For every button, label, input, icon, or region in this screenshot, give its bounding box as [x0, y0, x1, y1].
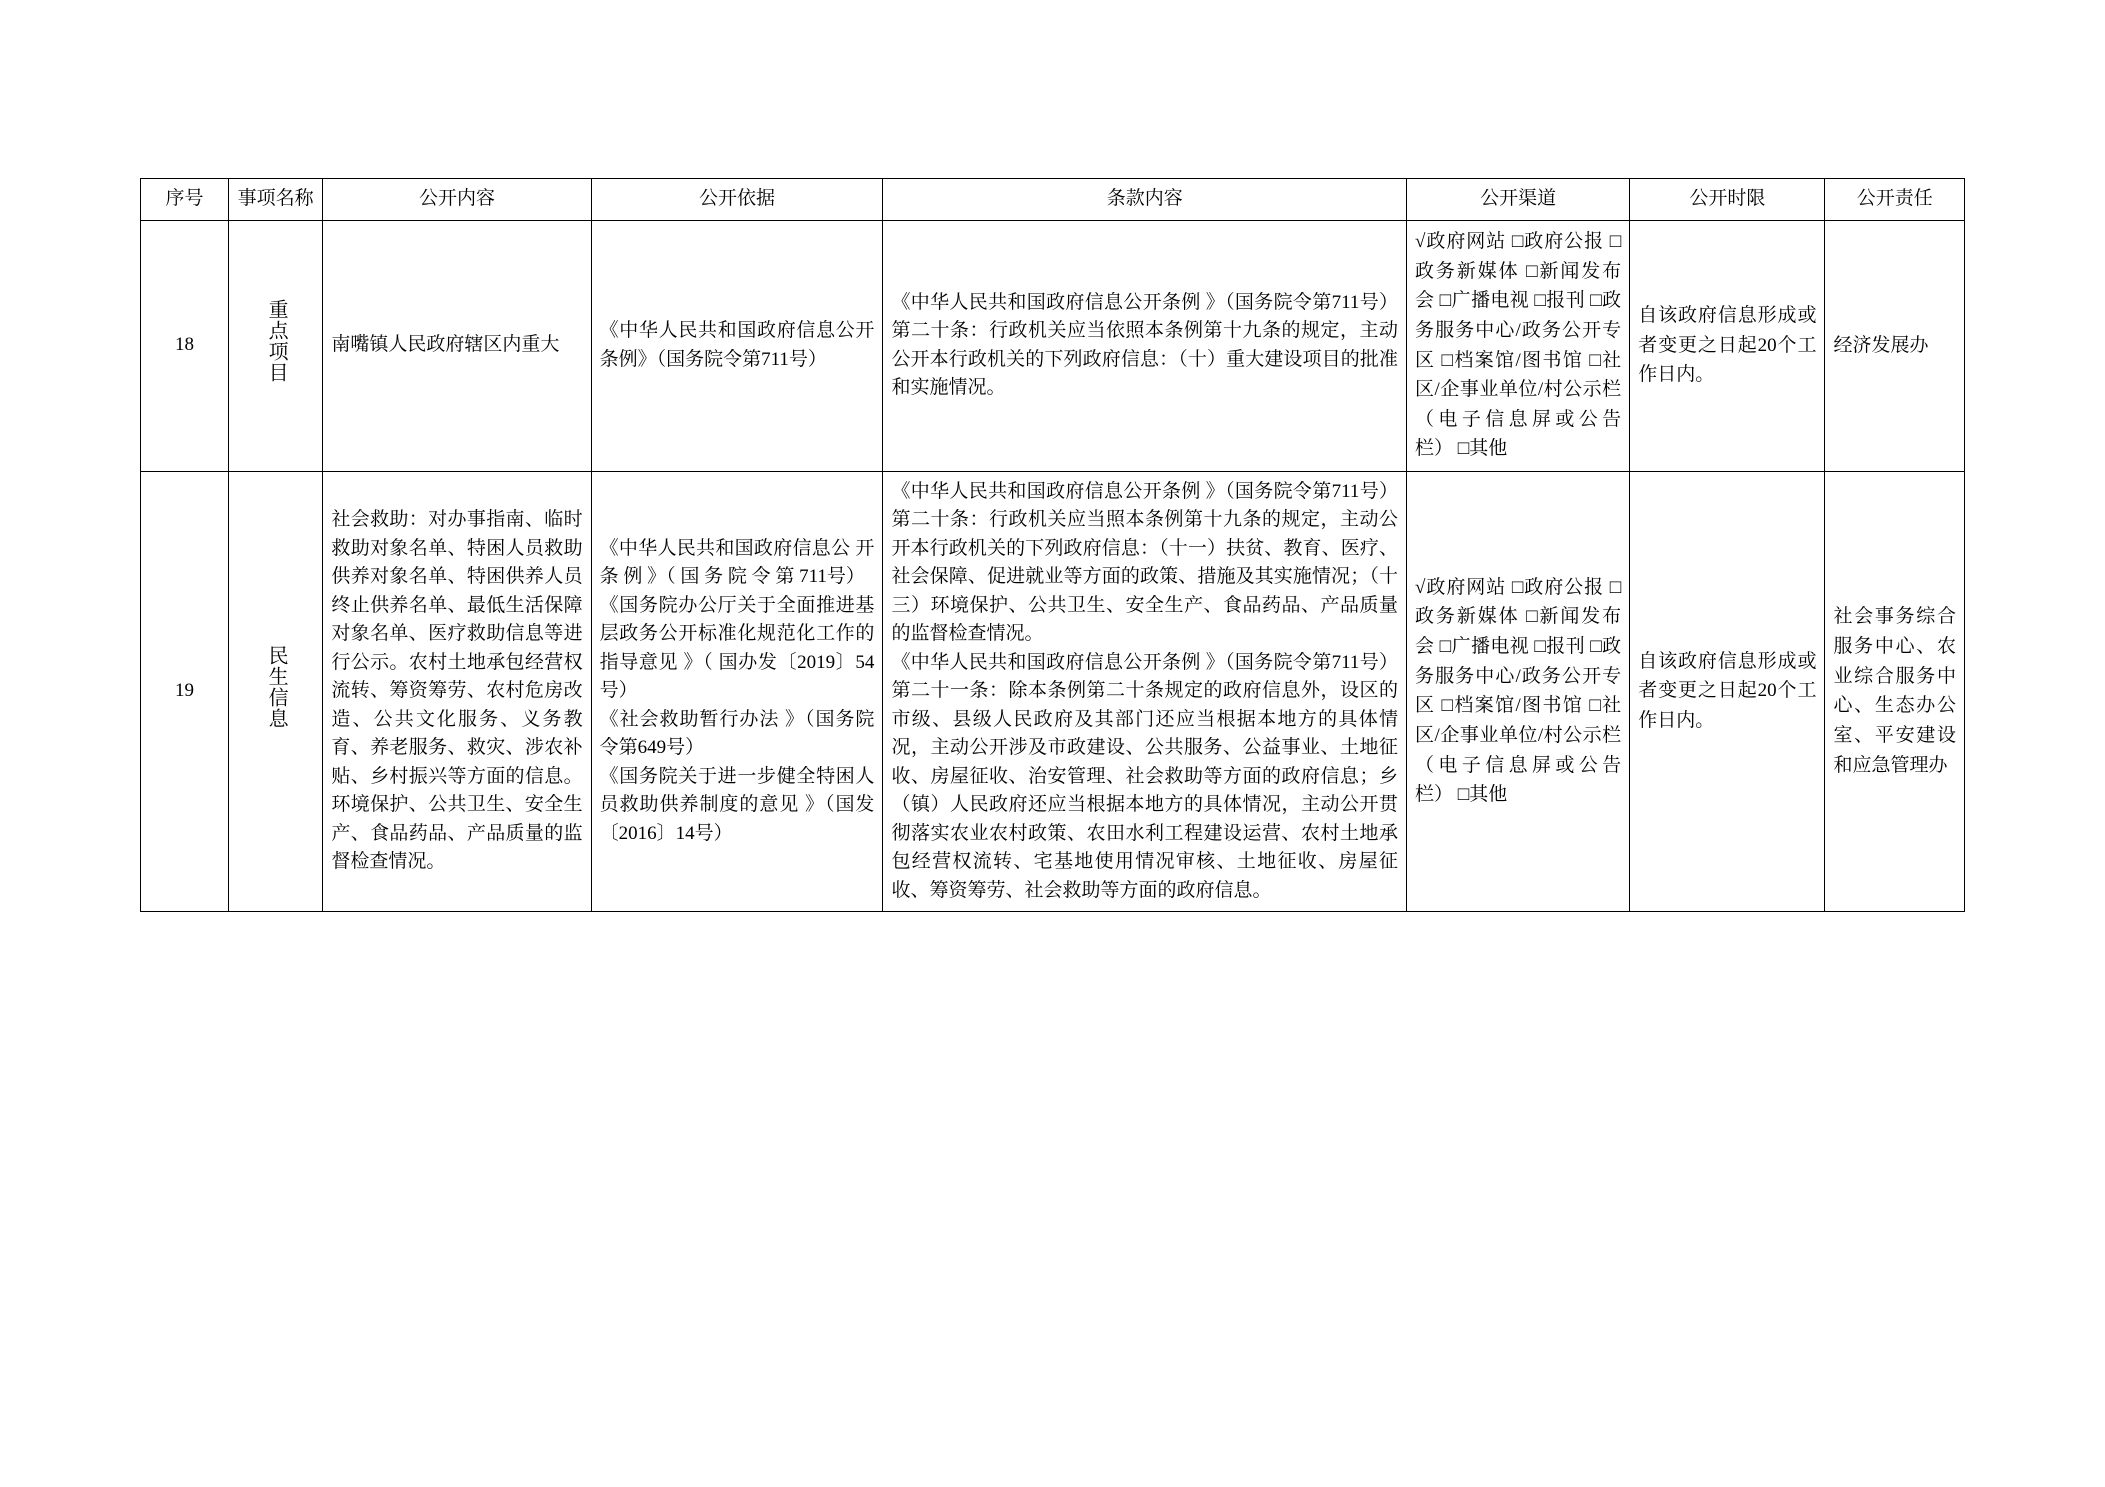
row-channel-text: √政府网站 □政府公报 □政务新媒体 □新闻发布会 □广播电视 □报刊 □政务服务中心/政务公开专区 □档案馆/图书馆 □社区/企事业单位/村公示栏（电子信息屏或公告栏） □其他 — [1415, 231, 1622, 460]
row-limit-text: 自该政府信息形成或者变更之日起20个工作日内。 — [1638, 305, 1817, 386]
row-item-name — [228, 471, 322, 912]
row-content: 社会救助：对办事指南、临时救助对象名单、特困人员救助供养对象名单、特困供养人员终止供养名单、最低生活保障对象名单、医疗救助信息等进行公示。农村土地承包经营权流转、筹资筹劳、农村危房改造、公共文化服务、义务教育、养老服务、救灾、涉农补贴、乡村振兴等方面的信息。环境保护、公共卫生、安全生产、食品药品、产品质量的监督检查情况。 — [323, 471, 591, 912]
header-content: 公开内容 — [323, 179, 591, 221]
row-responsibility — [1825, 220, 1965, 471]
row-clause-paragraph: 《中华人民共和国政府信息公开条例 》（国务院令第711号）第二十一条：除本条例第二十条规定的政府信息外，设区的市级、县级人民政府及其部门还应当根据本地方的具体情况，主动公开涉及市政建设、公共服务、公益事业、土地征收、房屋征收、治安管理、社会救助等方面的政府信息；乡（镇）人民政府还应当根据本地方的具体情况，主动公开贯彻落实农业农村政策、农田水利工程建设运营、农村土地承包经营权流转、宅基地使用情况审核、土地征收、房屋征收、筹资筹劳、社会救助等方面的政府信息。 — [891, 651, 1399, 901]
row-basis-paragraph: 《中华人民共和国政府信息公 开 条 例 》（ 国 务 院 令 第 711号） — [599, 537, 875, 587]
disclosure-table — [140, 178, 1965, 912]
row-clause-paragraph: 《中华人民共和国政府信息公开条例 》（国务院令第711号）第二十条：行政机关应当照本条例第十九条的规定，主动公开本行政机关的下列政府信息：（十一）扶贫、教育、医疗、社会保障、促进就业等方面的政策、措施及其实施情况；（十三）环境保护、公共卫生、安全生产、食品药品、产品质量的监督检查情况。 — [891, 480, 1399, 644]
header-clause: 条款内容 — [883, 179, 1407, 221]
row-clause: 《中华人民共和国政府信息公开条例 》（国务院令第711号）第二十条：行政机关应当依照本条例第十九条的规定，主动公开本行政机关的下列政府信息：（十）重大建设项目的批准和实施情况。 — [883, 220, 1407, 471]
row-basis-paragraph: 《国务院办公厅关于全面推进基层政务公开标准化规范化工作的指导意见 》（ 国办发〔2019〕54号） — [599, 594, 875, 701]
row-seq: 18 — [141, 220, 229, 471]
row-limit-text: 自该政府信息形成或者变更之日起20个工作日内。 — [1638, 650, 1817, 732]
table-row — [141, 471, 1965, 912]
row-responsibility-text: 经济发展办 — [1833, 334, 1929, 356]
header-seq: 序号 — [141, 179, 229, 221]
row-item-name-text: 民生信息 — [265, 644, 288, 729]
row-item-name-text: 重点项目 — [265, 298, 288, 383]
header-responsibility: 公开责任 — [1825, 179, 1965, 221]
row-channel-text: √政府网站 □政府公报 □政务新媒体 □新闻发布会 □广播电视 □报刊 □政务服务中心/政务公开专区 □档案馆/图书馆 □社区/企事业单位/村公示栏（电子信息屏或公告栏） □其他 — [1415, 576, 1622, 806]
header-limit: 公开时限 — [1630, 179, 1825, 221]
row-channel — [1407, 471, 1630, 912]
row-clause — [883, 471, 1407, 912]
row-limit — [1630, 471, 1825, 912]
table-header-row — [141, 179, 1965, 221]
row-item-name — [228, 220, 322, 471]
row-responsibility-text: 社会事务综合服务中心、农业综合服务中心、生态办公室、平安建设和应急管理办 — [1833, 606, 1956, 776]
row-basis-paragraph: 《社会救助暂行办法 》（国务院令第649号） — [599, 708, 875, 758]
row-basis: 《中华人民共和国政府信息公开条例》（国务院令第711号） — [591, 220, 883, 471]
row-responsibility — [1825, 471, 1965, 912]
row-basis-paragraph: 《国务院关于进一步健全特困人员救助供养制度的意见 》（国发〔2016〕14号） — [599, 765, 875, 844]
table-row — [141, 220, 1965, 471]
row-channel — [1407, 220, 1630, 471]
row-basis — [591, 471, 883, 912]
row-seq: 19 — [141, 471, 229, 912]
row-limit — [1630, 220, 1825, 471]
row-content: 南嘴镇人民政府辖区内重大 — [323, 220, 591, 471]
header-item-name: 事项名称 — [228, 179, 322, 221]
header-channel: 公开渠道 — [1407, 179, 1630, 221]
header-basis: 公开依据 — [591, 179, 883, 221]
